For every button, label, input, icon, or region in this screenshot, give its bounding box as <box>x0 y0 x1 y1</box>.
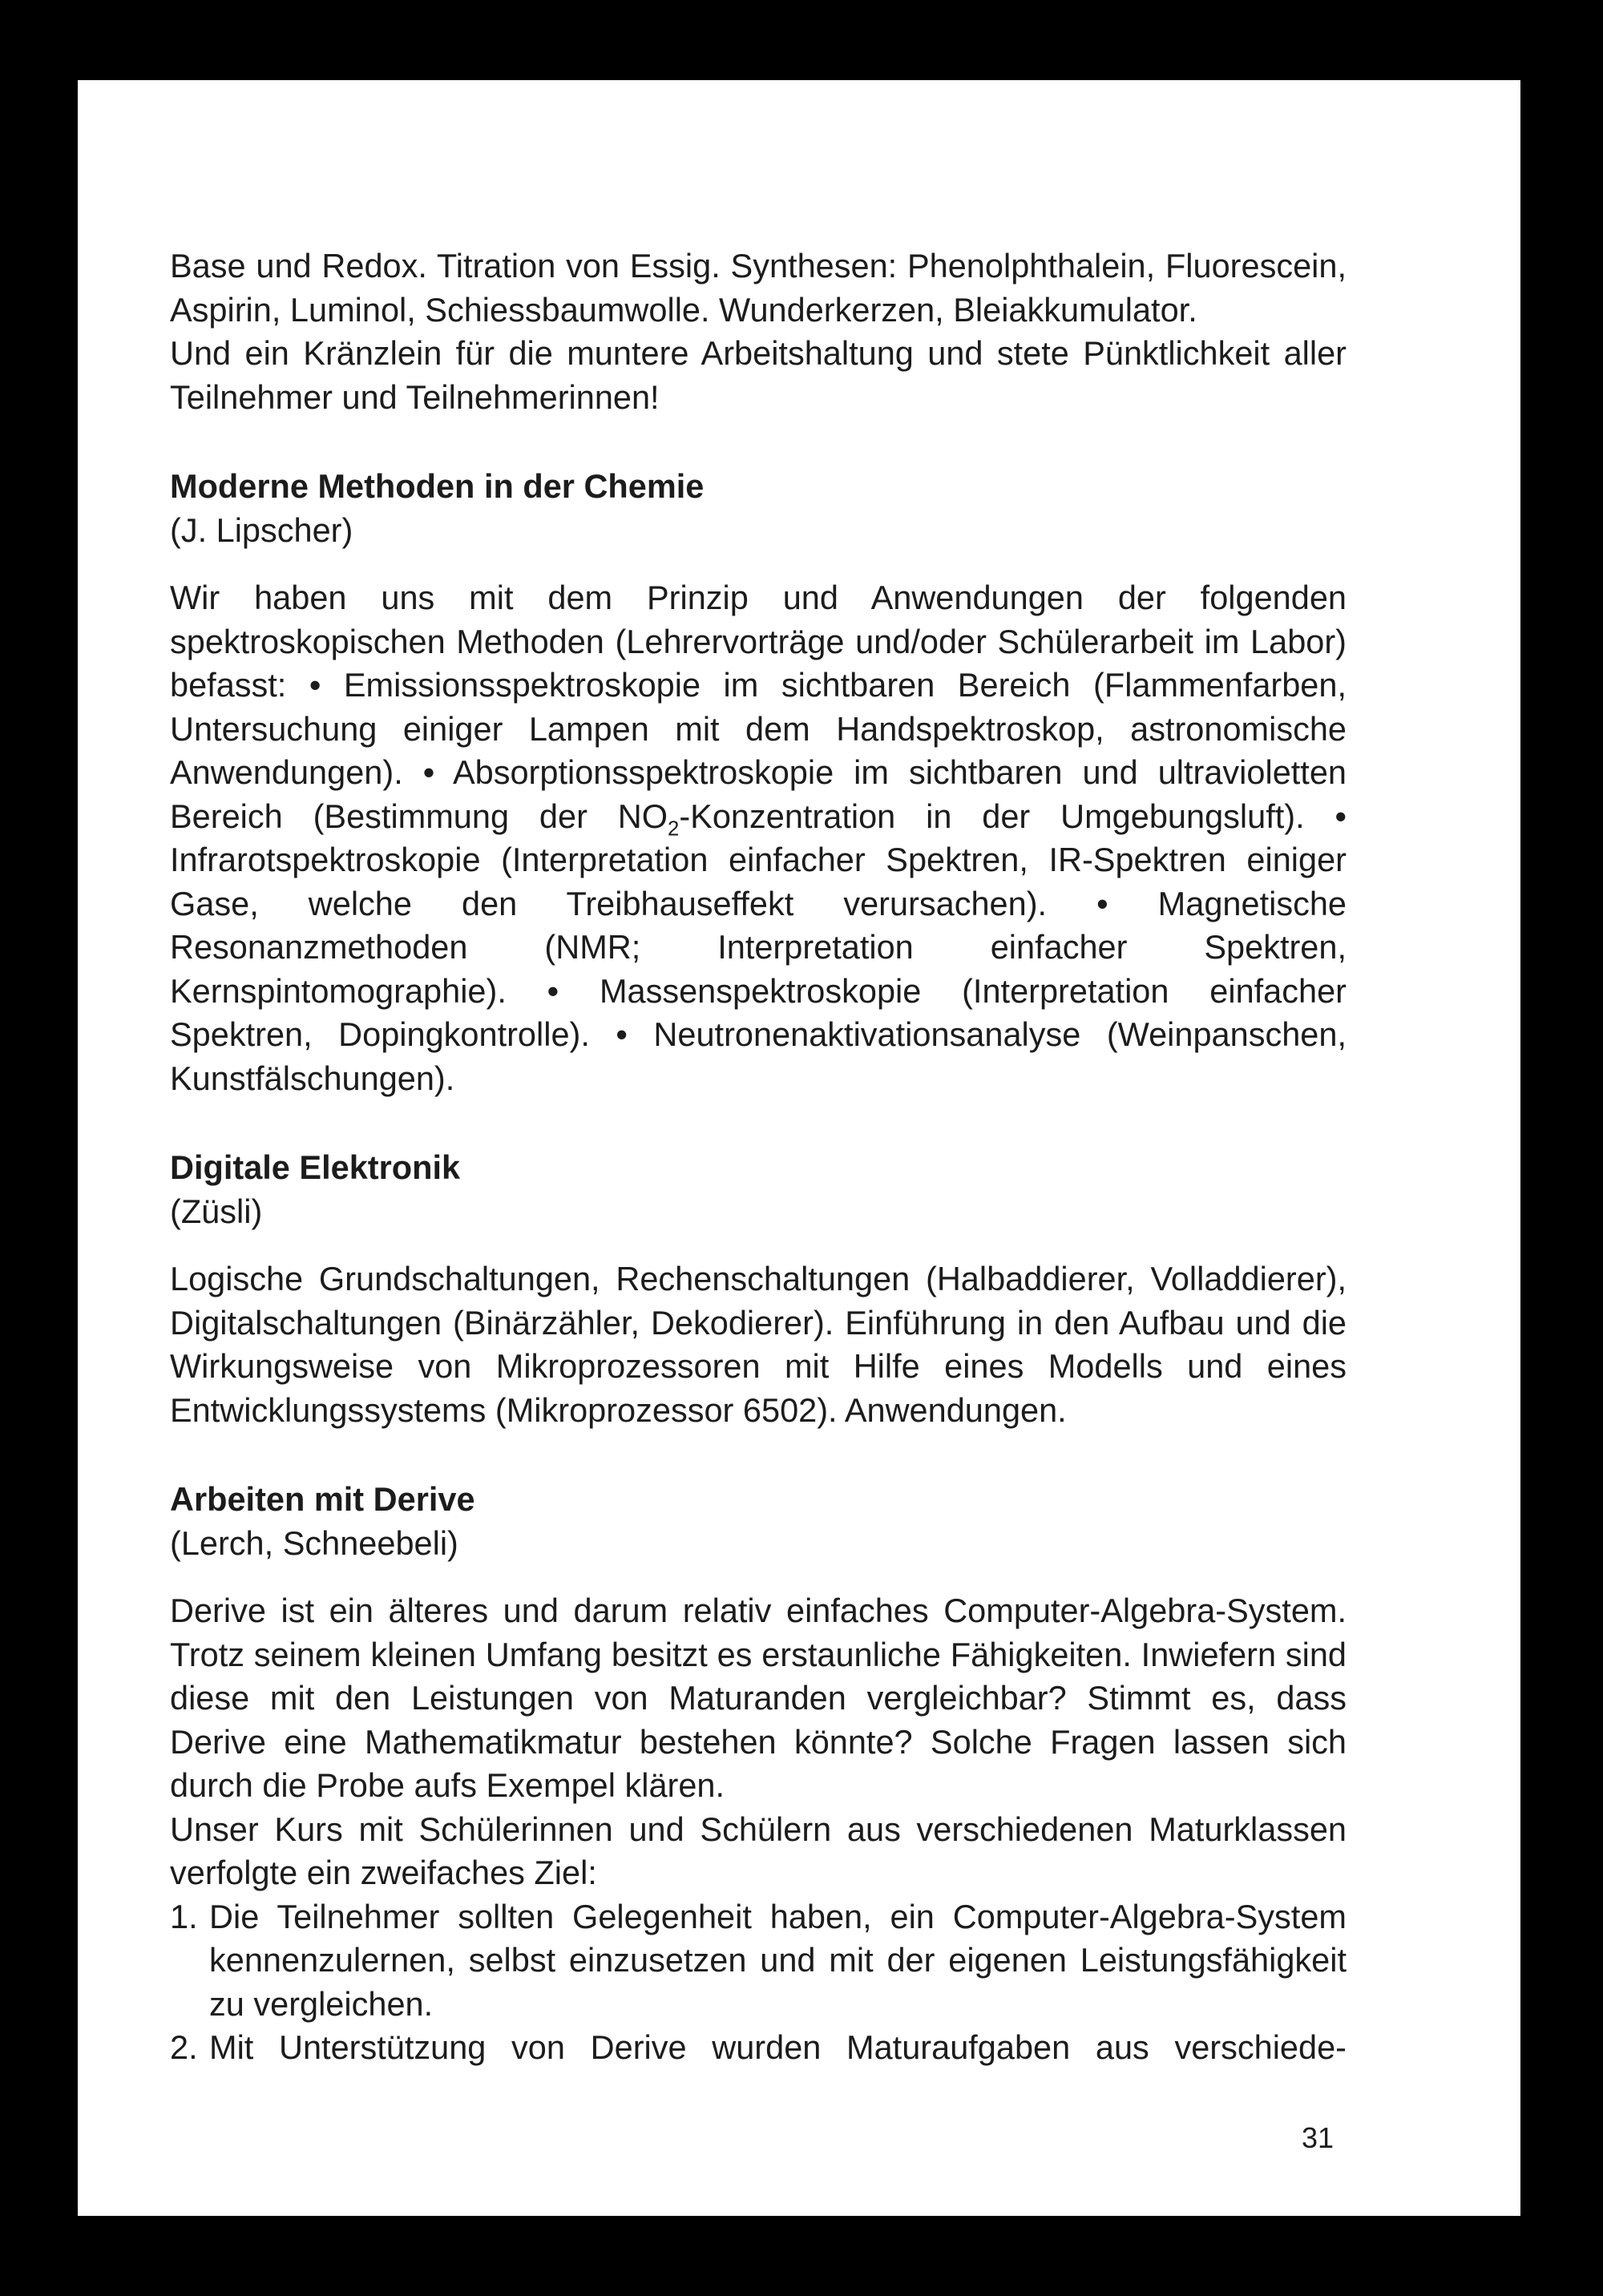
intro-paragraph-2: Und ein Kränzlein für die muntere Arbeitshaltung und stete Pünktlichkeit aller Teilnehmer und Teilnehmerinnen! <box>170 334 1347 416</box>
list-item-number: 2. <box>170 2028 198 2066</box>
list-item <box>170 2026 1347 2070</box>
intro-paragraph-1: Base und Redox. Titration von Essig. Synthesen: Phenolphthalein, Fluorescein, Aspirin, Luminol, Schiessbaumwolle. Wunderkerzen, Bleiakkumulator. <box>170 247 1347 329</box>
subscript-2: 2 <box>668 817 680 840</box>
page-content <box>170 244 1347 2070</box>
section-title-moderne-methoden: Moderne Methoden in der Chemie <box>170 467 705 505</box>
section-body-derive-1: Derive ist ein älteres und darum relativ einfaches Computer-Algebra-System. Trotz seinem kleinen Umfang besitzt es erstaunliche Fähigkeiten. Inwiefern sind diese mit den Leistungen von Maturanden vergleichbar? Stimmt es, dass Derive eine Mathematikmatur bestehen könnte? Solche Fragen lassen sich durch die Probe aufs Exempel klären. <box>170 1592 1347 1804</box>
section-author-lerch-schneebeli: (Lerch, Schneebeli) <box>170 1523 458 1562</box>
section-author-lipscher: (J. Lipscher) <box>170 510 353 549</box>
list-item <box>170 1895 1347 2027</box>
list-item-text: Die Teilnehmer sollten Gelegenheit haben, ein Computer-Algebra-System kennenzulernen, selbst einzusetzen und mit der eigenen Leistungsfähigkeit zu vergleichen. <box>209 1897 1347 2023</box>
section-body-moderne-methoden <box>170 576 1347 1100</box>
section-title-arbeiten-mit-derive: Arbeiten mit Derive <box>170 1480 475 1518</box>
section-body-derive-2: Unser Kurs mit Schülerinnen und Schülern aus verschiedenen Maturklassen verfolgte ein zweifaches Ziel: <box>170 1810 1347 1891</box>
section-title-digitale-elektronik: Digitale Elektronik <box>170 1148 461 1186</box>
list-item-number: 1. <box>170 1897 198 1935</box>
page-number: 31 <box>1302 2121 1334 2154</box>
goal-list <box>170 1895 1347 2070</box>
list-item-text: Mit Unterstützung von Derive wurden Maturaufgaben aus verschiede- <box>209 2028 1347 2066</box>
document-page <box>78 80 1520 2216</box>
section-author-zuesli: (Züsli) <box>170 1192 263 1230</box>
body-text-part-2: -Konzentration in der Umgebungsluft). • Infrarotspektroskopie (Interpretation einfacher Spektren, IR-Spektren einiger Gase, welche den Treibhauseffekt verursachen). • Magnetische Resonanzmethoden (NMR; Interpretation einfacher Spektren, Kernspintomographie). • Massenspektroskopie (Interpretation einfacher Spektren, Dopingkontrolle). • Neutronenaktivationsanalyse (Weinpanschen, Kunstfälschungen). <box>170 797 1347 1097</box>
body-text-part-1: Wir haben uns mit dem Prinzip und Anwendungen der folgenden spektroskopischen Methoden (Lehrervorträge und/oder Schülerarbeit im Labor) befasst: • Emissionsspektroskopie im sichtbaren Bereich (Flammenfarben, Untersuchung einiger Lampen mit dem Handspektroskop, astronomische Anwendungen). • Absorptionsspektroskopie im sichtbaren und ultravioletten Bereich (Bestimmung der NO <box>170 579 1347 835</box>
section-body-digitale-elektronik: Logische Grundschaltungen, Rechenschaltungen (Halbaddierer, Volladdierer), Digitalschaltungen (Binärzähler, Dekodierer). Einführung in den Aufbau und die Wirkungsweise von Mikroprozessoren mit Hilfe eines Modells und eines Entwicklungssystems (Mikroprozessor 6502). Anwendungen. <box>170 1260 1347 1429</box>
